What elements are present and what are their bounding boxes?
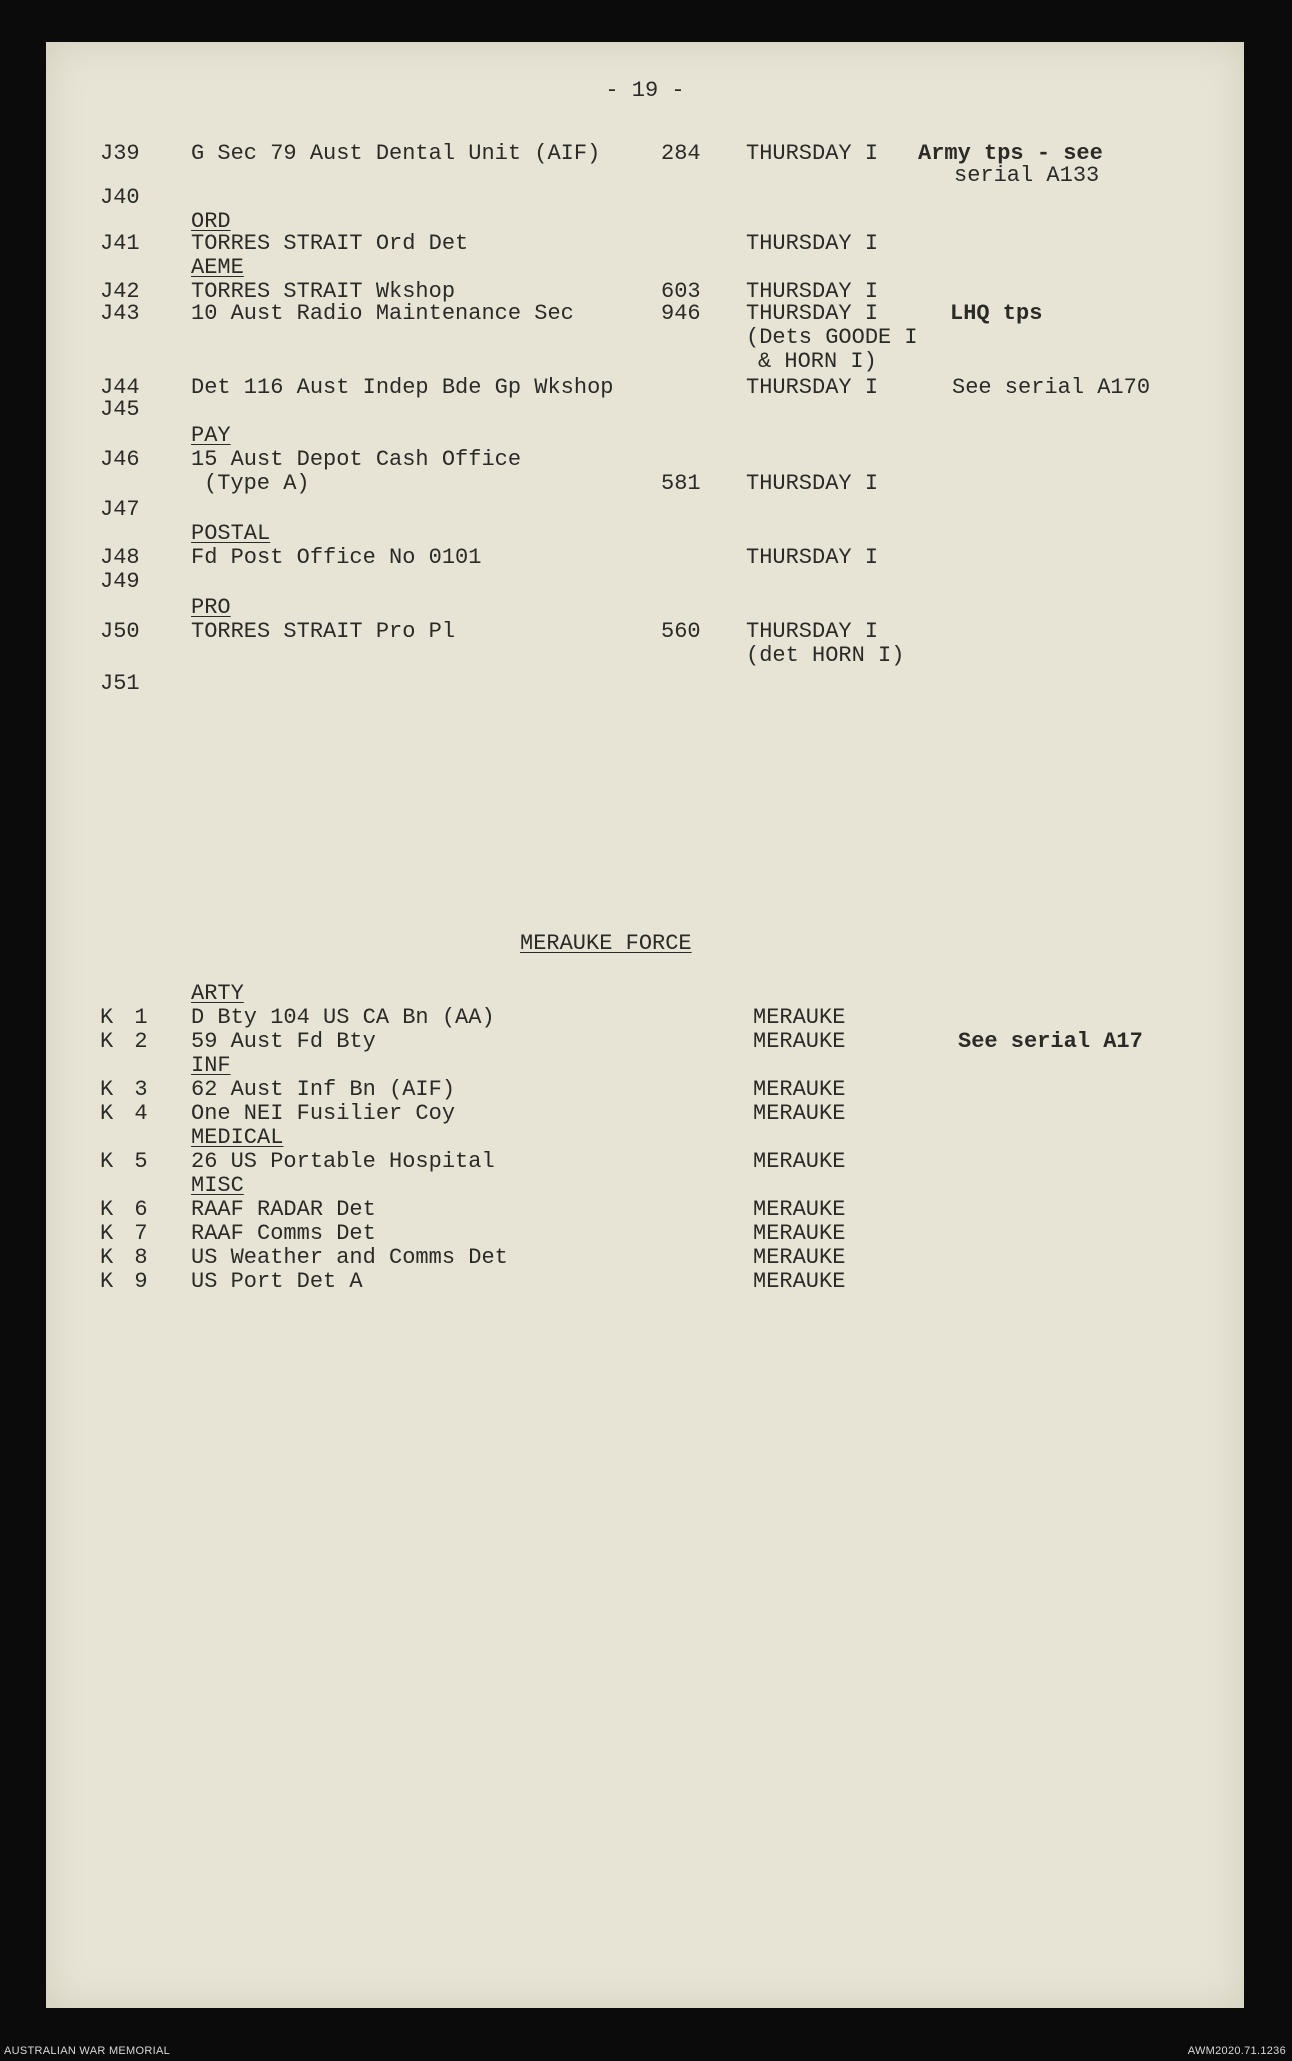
number-j43: 946 (661, 301, 701, 326)
unit-j41: TORRES STRAIT Ord Det (191, 231, 469, 256)
serial-j50: J50 (100, 619, 140, 644)
serial-j42: J42 (100, 279, 140, 304)
location-k3: MERAUKE (753, 1077, 846, 1102)
location-k1: MERAUKE (753, 1005, 846, 1030)
unit-k5: 26 US Portable Hospital (191, 1149, 495, 1174)
remark-j44: See serial A170 (952, 375, 1151, 400)
serial-k2: K 2 (100, 1029, 152, 1054)
unit-k3: 62 Aust Inf Bn (AIF) (191, 1077, 456, 1102)
location-j44: THURSDAY I (746, 375, 879, 400)
unit-k1: D Bty 104 US CA Bn (AA) (191, 1005, 495, 1030)
remark-k2: See serial A17 (958, 1029, 1143, 1054)
unit-k4: One NEI Fusilier Coy (191, 1101, 456, 1126)
remark-j39: Army tps - see (918, 141, 1103, 166)
serial-j49: J49 (100, 569, 140, 594)
heading-pay: PAY (191, 423, 231, 448)
remark-j39-line2: serial A133 (954, 163, 1100, 188)
page-number: - 19 - (605, 78, 685, 103)
heading-postal: POSTAL (191, 521, 271, 546)
serial-k3: K 3 (100, 1077, 152, 1102)
serial-j47: J47 (100, 497, 140, 522)
remark-j43: LHQ tps (950, 301, 1043, 326)
unit-j39: G Sec 79 Aust Dental Unit (AIF) (191, 141, 601, 166)
serial-k5: K 5 (100, 1149, 152, 1174)
number-j39: 284 (661, 141, 701, 166)
document-page (46, 42, 1244, 2008)
location-j48: THURSDAY I (746, 545, 879, 570)
heading-misc: MISC (191, 1173, 244, 1198)
serial-j43: J43 (100, 301, 140, 326)
serial-k8: K 8 (100, 1245, 152, 1270)
serial-k9: K 9 (100, 1269, 152, 1294)
location-j43-line2: (Dets GOODE I (746, 325, 918, 350)
location-k9: MERAUKE (753, 1269, 846, 1294)
location-j50: THURSDAY I (746, 619, 879, 644)
unit-j48: Fd Post Office No 0101 (191, 545, 482, 570)
unit-j46-line2: (Type A) (204, 471, 310, 496)
location-k7: MERAUKE (753, 1221, 846, 1246)
location-k4: MERAUKE (753, 1101, 846, 1126)
serial-k4: K 4 (100, 1101, 152, 1126)
unit-k8: US Weather and Comms Det (191, 1245, 508, 1270)
unit-k2: 59 Aust Fd Bty (191, 1029, 376, 1054)
serial-j46: J46 (100, 447, 140, 472)
number-j42: 603 (661, 279, 701, 304)
heading-aeme: AEME (191, 255, 244, 280)
heading-arty: ARTY (191, 981, 244, 1006)
location-k8: MERAUKE (753, 1245, 846, 1270)
location-k5: MERAUKE (753, 1149, 846, 1174)
heading-medical: MEDICAL (191, 1125, 284, 1150)
serial-j39: J39 (100, 141, 140, 166)
unit-k9: US Port Det A (191, 1269, 363, 1294)
serial-k6: K 6 (100, 1197, 152, 1222)
heading-inf: INF (191, 1053, 231, 1078)
location-j43-line3: & HORN I) (758, 349, 877, 374)
serial-j51: J51 (100, 671, 140, 696)
unit-j46: 15 Aust Depot Cash Office (191, 447, 522, 472)
location-k6: MERAUKE (753, 1197, 846, 1222)
footer-reference: AWM2020.71.1236 (1187, 2045, 1286, 2057)
location-j50-line2: (det HORN I) (746, 643, 905, 668)
serial-k1: K 1 (100, 1005, 152, 1030)
heading-pro: PRO (191, 595, 231, 620)
unit-k7: RAAF Comms Det (191, 1221, 376, 1246)
number-j46: 581 (661, 471, 701, 496)
location-j46: THURSDAY I (746, 471, 879, 496)
unit-j42: TORRES STRAIT Wkshop (191, 279, 456, 304)
number-j50: 560 (661, 619, 701, 644)
location-j39: THURSDAY I (746, 141, 879, 166)
location-j43: THURSDAY I (746, 301, 879, 326)
serial-j45: J45 (100, 397, 140, 422)
unit-j44: Det 116 Aust Indep Bde Gp Wkshop (191, 375, 614, 400)
unit-k6: RAAF RADAR Det (191, 1197, 376, 1222)
unit-j50: TORRES STRAIT Pro Pl (191, 619, 456, 644)
footer-institution: AUSTRALIAN WAR MEMORIAL (4, 2045, 171, 2057)
heading-ord: ORD (191, 209, 231, 234)
serial-k7: K 7 (100, 1221, 152, 1246)
location-j41: THURSDAY I (746, 231, 879, 256)
serial-j40: J40 (100, 185, 140, 210)
serial-j48: J48 (100, 545, 140, 570)
serial-j44: J44 (100, 375, 140, 400)
serial-j41: J41 (100, 231, 140, 256)
section-title: MERAUKE FORCE (520, 931, 692, 956)
location-j42: THURSDAY I (746, 279, 879, 304)
location-k2: MERAUKE (753, 1029, 846, 1054)
unit-j43: 10 Aust Radio Maintenance Sec (191, 301, 574, 326)
